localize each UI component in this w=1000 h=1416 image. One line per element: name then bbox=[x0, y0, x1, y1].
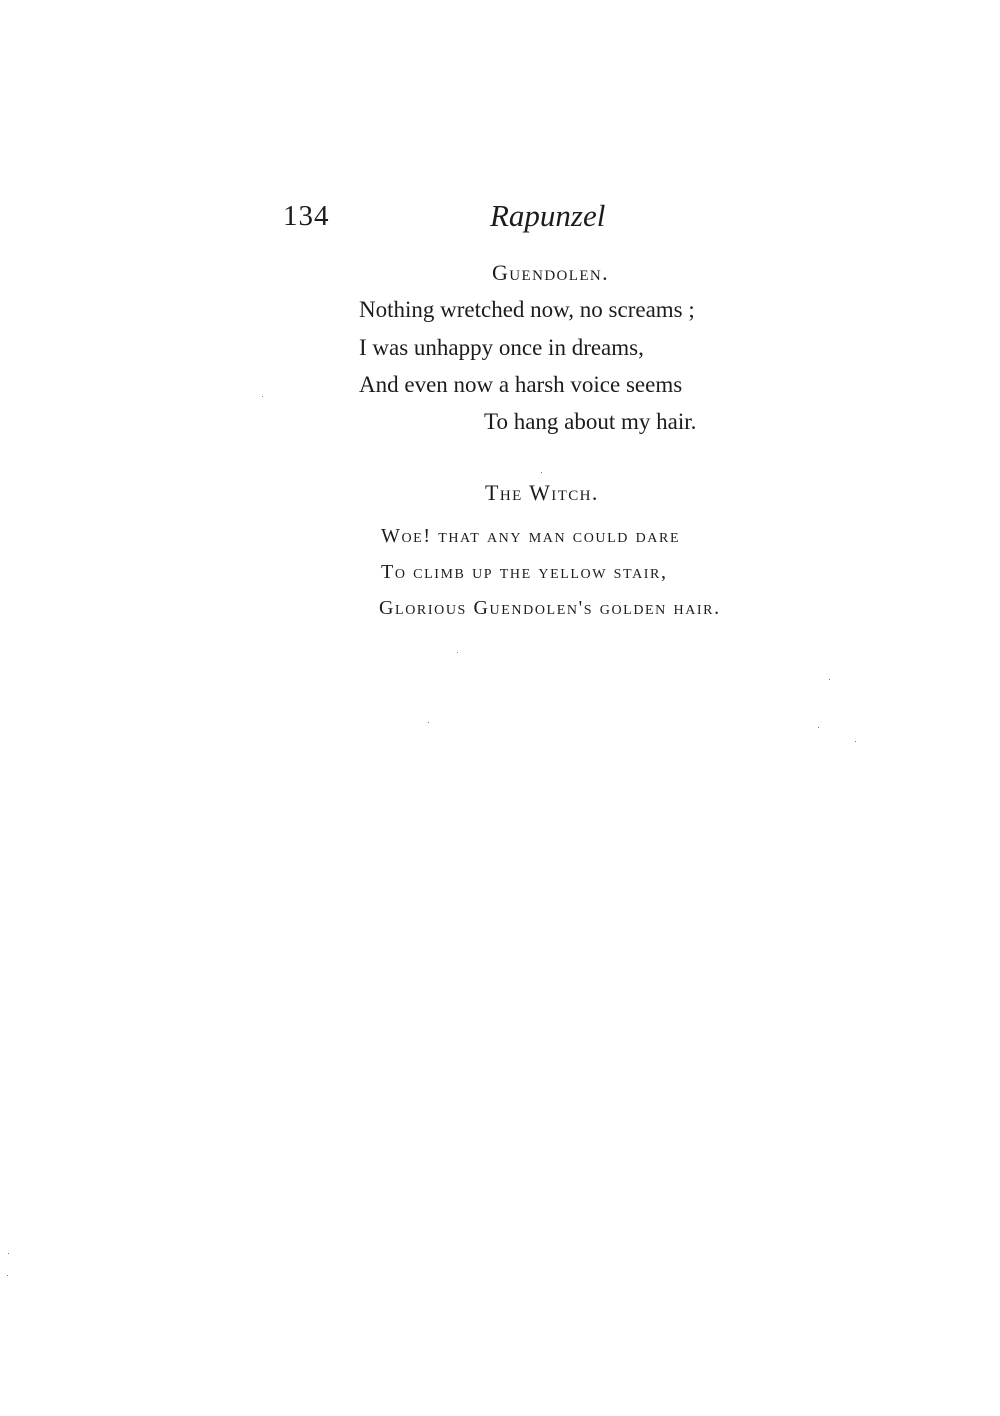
speaker-name: The Witch. bbox=[485, 480, 599, 505]
verse-line: Glorious Guendolen's golden hair. bbox=[379, 597, 721, 619]
speaker-name: Guendolen. bbox=[492, 260, 610, 285]
verse-line: I was unhappy once in dreams, bbox=[359, 335, 644, 360]
scan-speck bbox=[855, 741, 856, 742]
verse-line: And even now a harsh voice seems bbox=[359, 372, 683, 397]
scan-speck bbox=[7, 1275, 8, 1276]
scan-speck bbox=[8, 1253, 9, 1254]
scan-speck bbox=[818, 727, 819, 728]
verse-line: To hang about my hair. bbox=[484, 409, 697, 434]
verse-line: To climb up the yellow stair, bbox=[381, 561, 668, 583]
scan-speck bbox=[457, 652, 458, 653]
verse-line: Nothing wretched now, no screams ; bbox=[359, 297, 695, 322]
verse-line: Woe! that any man could dare bbox=[381, 525, 681, 547]
scan-speck bbox=[829, 679, 830, 680]
scan-speck bbox=[262, 396, 263, 397]
running-title: Rapunzel bbox=[490, 198, 606, 233]
scan-speck bbox=[541, 472, 542, 473]
scan-speck bbox=[428, 722, 429, 723]
page-number: 134 bbox=[283, 200, 330, 232]
